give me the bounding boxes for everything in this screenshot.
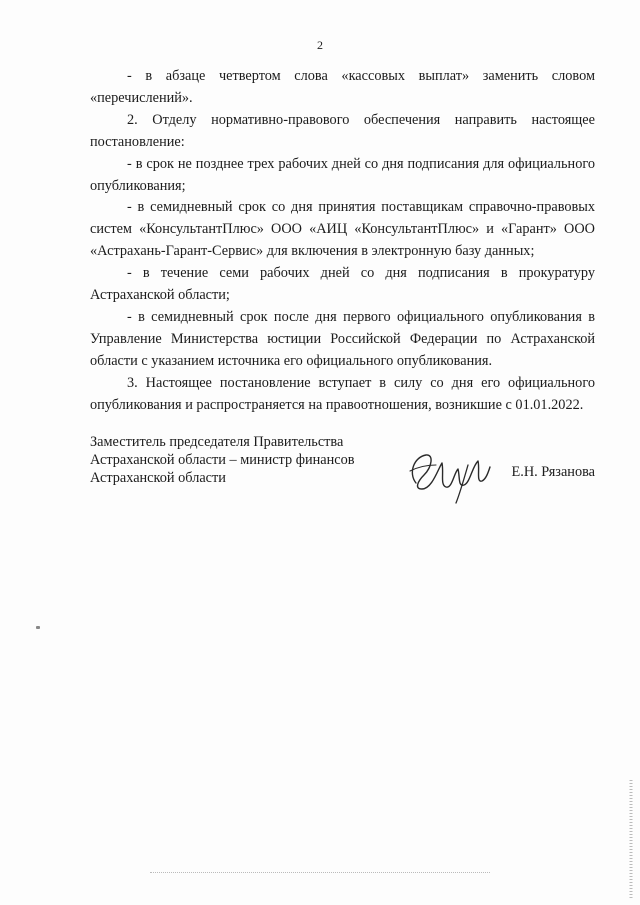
- signatory-title-line: Астраханской области – министр финансов: [90, 452, 355, 468]
- paragraph-publication: - в срок не позднее трех рабочих дней со дня подписания для официального опубликования;: [90, 155, 595, 194]
- handwritten-signature-icon: [402, 443, 494, 505]
- paragraph-prosecutor: - в течение семи рабочих дней со дня подписания в прокуратуру Астраханской области;: [90, 265, 595, 304]
- signatory-title: [90, 433, 410, 487]
- signature-block: [90, 433, 595, 513]
- paragraph-item-2: 2. Отделу нормативно-правового обеспечения направить настоящее постановление:: [90, 111, 595, 150]
- document-body: [90, 66, 595, 417]
- paragraph-item-3: 3. Настоящее постановление вступает в силу со дня его официального опубликования и распространяется на правоотношения, возникшие с 01.01.2022.: [90, 374, 595, 413]
- paragraph-ministry-justice: - в семидневный срок после дня первого официального опубликования в Управление Министерства юстиции Российской Федерации по Астраханской области с указанием источника его официального опубликования.: [90, 308, 595, 369]
- scan-speck: [36, 626, 40, 629]
- signatory-title-line: Заместитель председателя Правительства: [90, 434, 344, 450]
- page-number: 2: [317, 38, 323, 52]
- scan-footer-line: [150, 872, 490, 874]
- paragraph-legal-systems: - в семидневный срок со дня принятия поставщикам справочно-правовых систем «КонсультантПлюс» ООО «АИЦ «КонсультантПлюс» и «Гарант» ООО «Астрахань-Гарант-Сервис» для включения в электронную базу данных;: [90, 199, 595, 260]
- scan-edge-noise: [626, 780, 636, 898]
- signatory-name: Е.Н. Рязанова: [511, 464, 595, 480]
- signatory-title-line: Астраханской области: [90, 470, 226, 486]
- paragraph-amendment: - в абзаце четвертом слова «кассовых выплат» заменить словом «перечислений».: [90, 68, 595, 106]
